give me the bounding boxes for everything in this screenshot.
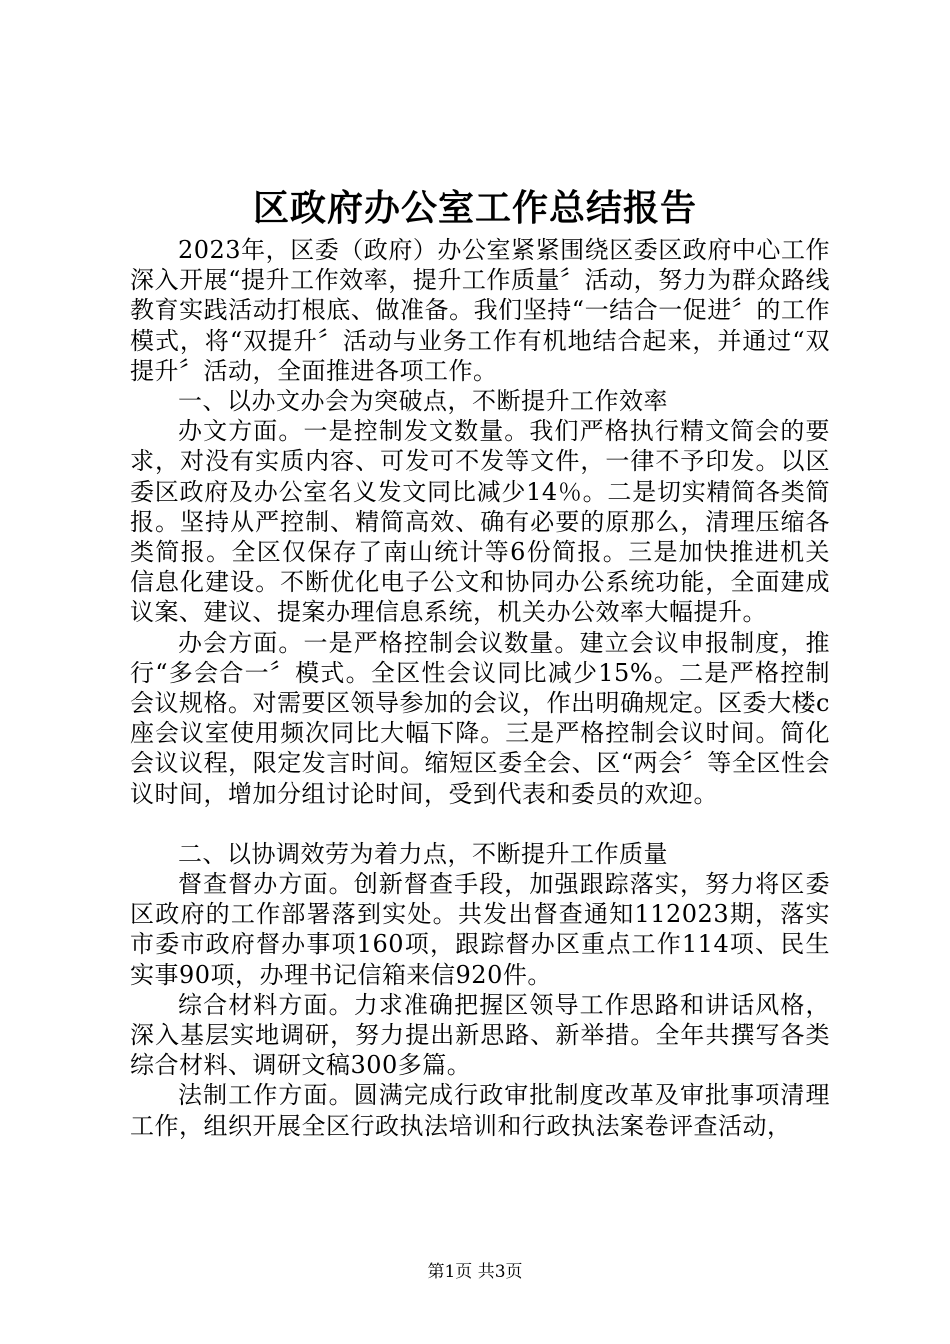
section-heading-1: 一、以办文办会为突破点，不断提升工作效率 [178, 387, 668, 416]
paragraph-documents: 办文方面。一是控制发文数量。我们严格执行精文简会的要求，对没有实质内容、可发可不发等文件，一律不予印发。以区委区政府及办公室名义发文同比减少14％。二是切实精简各类简报。坚持从严控制、精简高效、确有必要的原那么，清理压缩各类简报。全区仅保存了南山统计等6份简报。三是加快推进机关信息化建设。不断优化电子公文和协同办公系统功能，全面建成议案、建议、提案办理信息系统，机关办公效率大幅提升。 [130, 417, 830, 627]
paragraph-meetings: 办会方面。一是严格控制会议数量。建立会议申报制度，推行“多会合一〞模式。全区性会议同比减少15%。二是严格控制会议规格。对需要区领导参加的会议，作出明确规定。区委大楼c座会议室使用频次同比大幅下降。三是严格控制会议时间。简化会议议程，限定发言时间。缩短区委全会、区“两会〞等全区性会议时间，增加分组讨论时间，受到代表和委员的欢迎。 [130, 628, 830, 808]
page-number-footer: 第1页 共3页 [427, 1262, 523, 1282]
document-body [130, 235, 830, 1141]
section-heading-2: 二、以协调效劳为着力点，不断提升工作质量 [178, 839, 668, 868]
intro-paragraph: 2023年，区委（政府）办公室紧紧围绕区委区政府中心工作深入开展“提升工作效率，提升工作质量〞活动，努力为群众路线教育实践活动打根底、做准备。我们坚持“一结合一促进〞的工作模式，将“双提升〞活动与业务工作有机地结合起来，并通过“双提升〞活动，全面推进各项工作。 [130, 236, 830, 385]
paragraph-legal: 法制工作方面。圆满完成行政审批制度改革及审批事项清理工作，组织开展全区行政执法培训和行政执法案卷评查活动， [130, 1081, 830, 1140]
paragraph-materials: 综合材料方面。力求准确把握区领导工作思路和讲话风格，深入基层实地调研，努力提出新思路、新举措。全年共撰写各类综合材料、调研文稿300多篇。 [130, 990, 830, 1080]
document-title: 区政府办公室工作总结报告 [252, 187, 697, 229]
paragraph-supervision: 督查督办方面。创新督查手段，加强跟踪落实，努力将区委区政府的工作部署落到实处。共发出督查通知112023期，落实市委市政府督办事项160项，跟踪督办区重点工作114项、民生实事90项，办理书记信箱来信920件。 [130, 870, 830, 989]
